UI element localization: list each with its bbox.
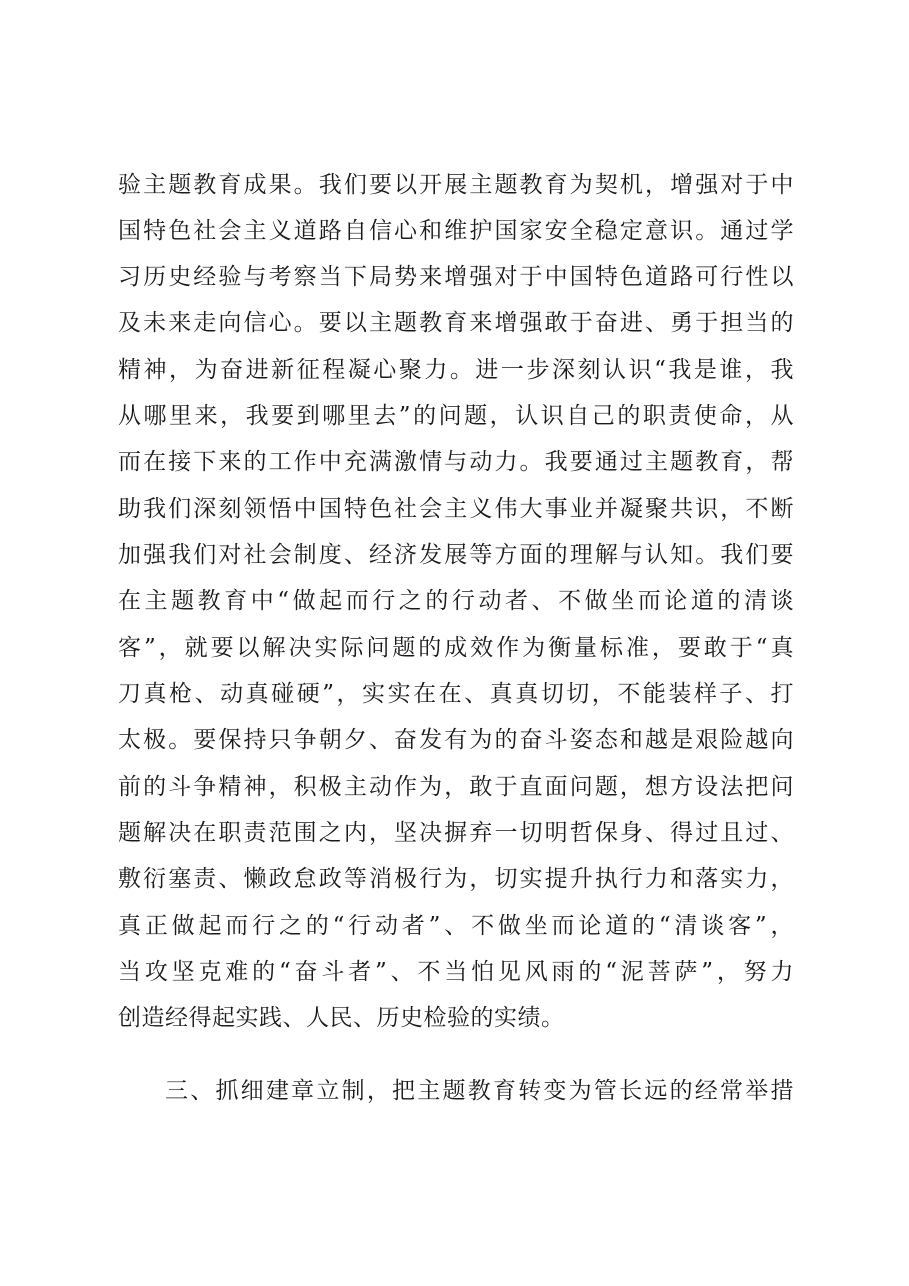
paragraph-line: 刀真枪、动真碰硬”，实实在在、真真切切，不能装样子、打 xyxy=(118,681,794,707)
paragraph-line: 精神，为奋进新征程凝心聚力。进一步深刻认识“我是谁，我 xyxy=(118,357,794,383)
paragraph-line: 创造经得起实践、人民、历史检验的实绩。 xyxy=(118,1005,565,1031)
paragraph-line: 而在接下来的工作中充满激情与动力。我要通过主题教育，帮 xyxy=(118,449,794,475)
paragraph-line: 真正做起而行之的“行动者”、不做坐而论道的“清谈客”， xyxy=(118,913,794,939)
paragraph-line: 及未来走向信心。要以主题教育来增强敢于奋进、勇于担当的 xyxy=(118,310,794,336)
paragraph-line: 习历史经验与考察当下局势来增强对于中国特色道路可行性以 xyxy=(118,264,794,290)
paragraph-line: 当攻坚克难的“奋斗者”、不当怕见风雨的“泥菩萨”，努力 xyxy=(118,959,794,985)
paragraph-line: 题解决在职责范围之内，坚决摒弃一切明哲保身、得过且过、 xyxy=(118,820,794,846)
paragraph-line: 前的斗争精神，积极主动作为，敢于直面问题，想方设法把问 xyxy=(118,774,794,800)
paragraph-line: 助我们深刻领悟中国特色社会主义伟大事业并凝聚共识，不断 xyxy=(118,496,794,522)
paragraph-line: 验主题教育成果。我们要以开展主题教育为契机，增强对于中 xyxy=(118,172,794,198)
paragraph-line: 敷衍塞责、懒政怠政等消极行为，切实提升执行力和落实力， xyxy=(118,866,794,892)
paragraph-line: 从哪里来，我要到哪里去”的问题，认识自己的职责使命，从 xyxy=(118,403,794,429)
paragraph-line: 加强我们对社会制度、经济发展等方面的理解与认知。我们要 xyxy=(118,542,794,568)
paragraph-line: 国特色社会主义道路自信心和维护国家安全稳定意识。通过学 xyxy=(118,218,794,244)
paragraph-line: 在主题教育中“做起而行之的行动者、不做坐而论道的清谈 xyxy=(118,588,794,614)
paragraph-line: 客”，就要以解决实际问题的成效作为衡量标准，要敢于“真 xyxy=(118,635,794,661)
paragraph-line: 太极。要保持只争朝夕、奋发有为的奋斗姿态和越是艰险越向 xyxy=(118,727,794,753)
section-heading: 三、抓细建章立制，把主题教育转变为管长远的经常举措 xyxy=(165,1078,794,1104)
